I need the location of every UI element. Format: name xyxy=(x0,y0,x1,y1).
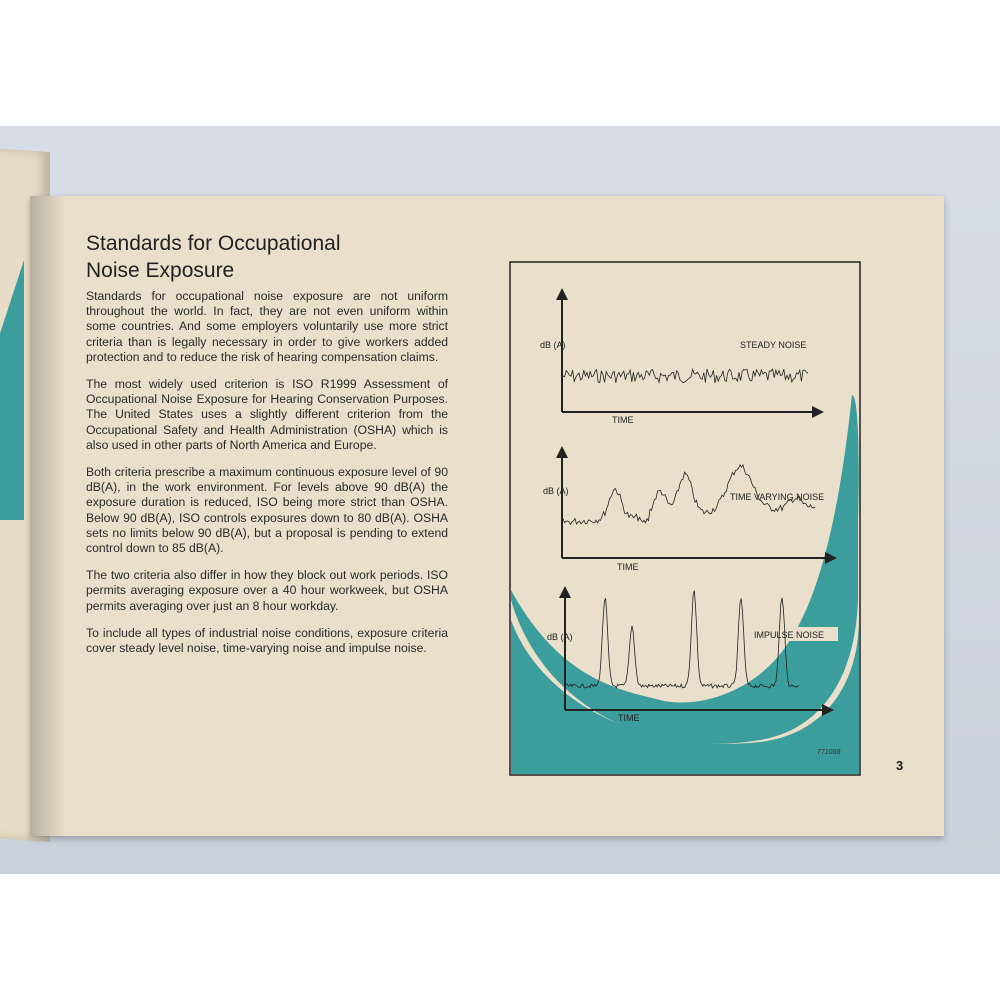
y-label: dB (A) xyxy=(543,486,569,496)
x-label: TIME xyxy=(612,415,634,425)
paragraph: To include all types of industrial noise conditions, exposure criteria cover steady level noise, time-varying noise and impulse noise. xyxy=(86,625,448,656)
x-label: TIME xyxy=(618,713,640,723)
y-label: dB (A) xyxy=(540,340,566,350)
page-number: 3 xyxy=(896,758,904,773)
paragraph: Standards for occupational noise exposure are not uniform throughout the world. In fact, they are not even uniform within some countries. And some employers voluntarily use more strict criteria than is legally necessary in order to give workers added protection and to reduce the risk of hearing compensation claims. xyxy=(86,289,448,364)
panel-caption: STEADY NOISE xyxy=(740,340,807,350)
paragraph: The most widely used criterion is ISO R1999 Assessment of Occupational Noise Exposure for Hearing Conservation Purposes. The United States uses a slightly different criterion from the Occupational Safety and Health Administration (OSHA) which is also used in other parts of North America and Europe. xyxy=(86,377,448,452)
figure-code: 771088 xyxy=(817,749,841,756)
title-line: Noise Exposure xyxy=(86,259,235,283)
paragraph: The two criteria also differ in how they block out work periods. ISO permits averaging exposure over a 40 hour workweek, but OSHA permits averaging over just an 8 hour workday. xyxy=(86,568,448,613)
y-label: dB (A) xyxy=(547,632,573,642)
title-line: Standards for Occupational xyxy=(86,232,341,256)
paragraph: Both criteria prescribe a maximum continuous exposure level of 90 dB(A), in the work environment. For levels above 90 dB(A) the exposure duration is reduced, ISO being more strict than OSHA. Below 90 dB(A), ISO controls exposures down to 80 dB(A). OSHA sets no limits below 90 dB(A), but a proposal is pending to extend control down to 85 dB(A). xyxy=(86,465,448,556)
x-label: TIME xyxy=(617,562,639,572)
panel-caption: TIME VARYING NOISE xyxy=(730,492,825,502)
panel-caption: IMPULSE NOISE xyxy=(754,630,825,640)
